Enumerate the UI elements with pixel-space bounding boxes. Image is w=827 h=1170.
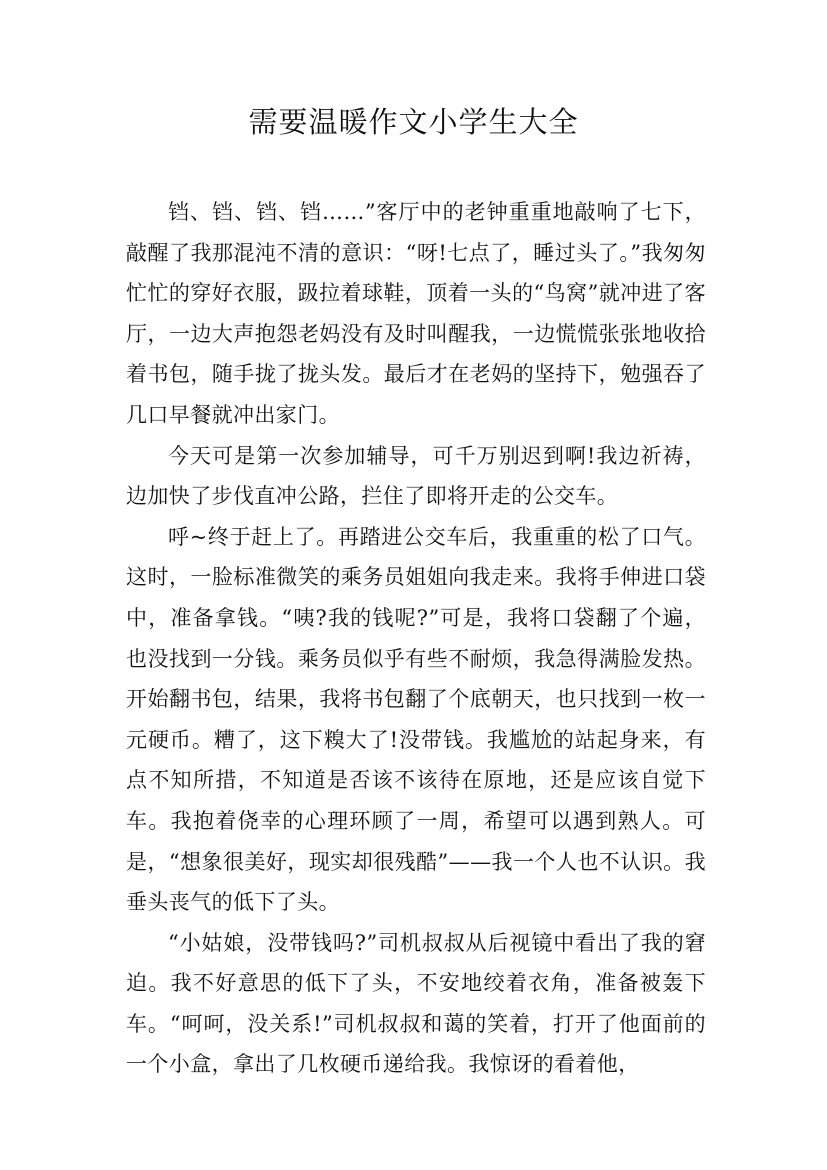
document-title: 需要温暖作文小学生大全 [248,105,579,139]
paragraph: 铛、铛、铛、铛……”客厅中的老钟重重地敲响了七下，敲醒了我那混沌不清的意识：“呀!七点了，睡过头了。”我匆匆忙忙的穿好衣服，趿拉着球鞋，顶着一头的“鸟窝”就冲进了客厅，一边大声抱怨老妈没有及时叫醒我，一边慌慌张张地收拾着书包，随手拢了拢头发。最后才在老妈的坚持下，勉强吞了几口早餐就冲出家门。 [126,200,706,427]
paragraph: “小姑娘，没带钱吗?”司机叔叔从后视镜中看出了我的窘迫。我不好意思的低下了头，不安地绞着衣角，准备被轰下车。“呵呵，没关系!”司机叔叔和蔼的笑着，打开了他面前的一个小盒，拿出了几枚硬币递给我。我惊讶的看着他， [126,930,706,1077]
paragraph: 呼~终于赶上了。再踏进公交车后，我重重的松了口气。这时，一脸标准微笑的乘务员姐姐向我走来。我将手伸进口袋中，准备拿钱。“咦?我的钱呢?”可是，我将口袋翻了个遍，也没找到一分钱。乘务员似乎有些不耐烦，我急得满脸发热。开始翻书包，结果，我将书包翻了个底朝天，也只找到一枚一元硬币。糟了，这下糗大了!没带钱。我尴尬的站起身来，有点不知所措，不知道是否该不该待在原地，还是应该自觉下车。我抱着侥幸的心理环顾了一周，希望可以遇到熟人。可是，“想象很美好，现实却很残酷”——我一个人也不认识。我垂头丧气的低下了头。 [126,524,706,915]
document-body [126,192,706,1085]
paragraph: 今天可是第一次参加辅导，可千万别迟到啊!我边祈祷，边加快了步伐直冲公路，拦住了即将开走的公交车。 [126,443,706,509]
